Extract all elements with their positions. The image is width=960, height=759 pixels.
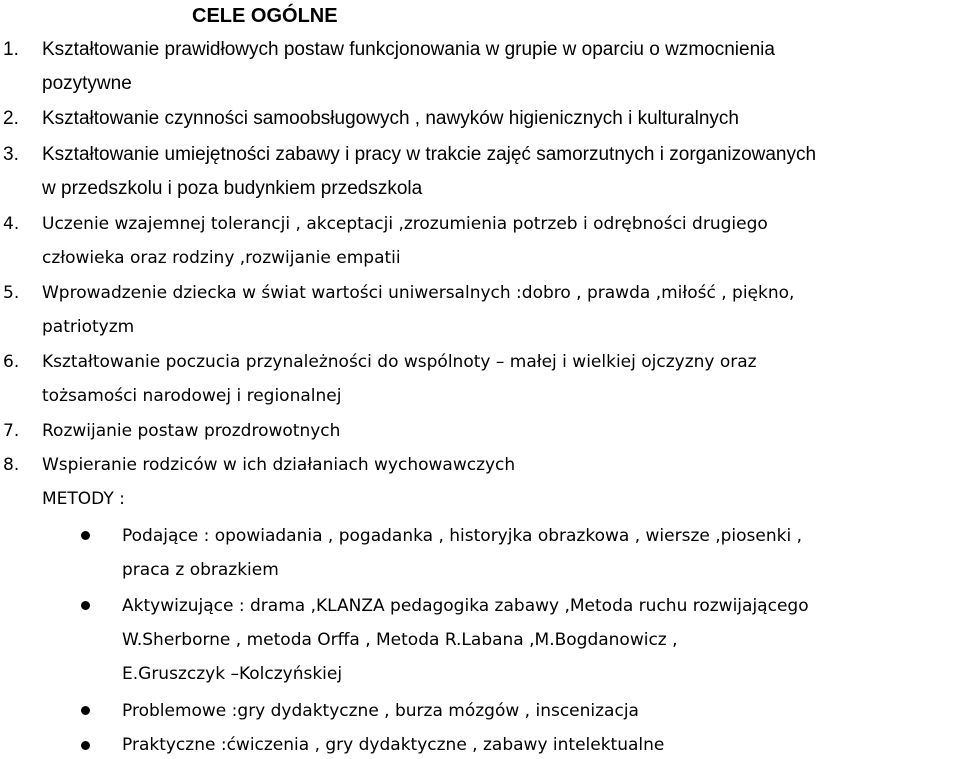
goal-5-number: 5. (3, 283, 20, 303)
goal-8-number: 8. (3, 455, 20, 475)
method-2-line-2: W.Sherborne , metoda Orffa , Metoda R.Labana ,M.Bogdanowicz , (122, 630, 678, 650)
goal-2-number: 2. (3, 108, 19, 129)
method-3-line-1: Problemowe :gry dydaktyczne , burza mózgów , inscenizacja (122, 701, 639, 721)
methods-heading: METODY : (42, 489, 125, 509)
goal-2-line-1: Kształtowanie czynności samoobsługowych , nawyków higienicznych i kulturalnych (42, 108, 739, 129)
goal-5-line-1: Wprowadzenie dziecka w świat wartości uniwersalnych :dobro , prawda ,miłość , piękno, (42, 283, 795, 303)
page-title: CELE OGÓLNE (192, 5, 338, 27)
method-4-line-1: Praktyczne :ćwiczenia , gry dydaktyczne , zabawy intelektualne (122, 735, 665, 755)
goal-5-line-2: patriotyzm (42, 317, 135, 337)
goal-1-number: 1. (3, 39, 19, 60)
bullet-icon (81, 706, 90, 715)
bullet-icon (81, 741, 90, 750)
goal-4-line-1: Uczenie wzajemnej tolerancji , akceptacji ,zrozumienia potrzeb i odrębności drugiego (42, 214, 768, 234)
goal-7-number: 7. (3, 421, 20, 441)
method-2-line-3: E.Gruszczyk –Kolczyńskiej (122, 664, 343, 684)
goal-6-number: 6. (3, 352, 20, 372)
goal-7-line-1: Rozwijanie postaw prozdrowotnych (42, 421, 341, 441)
goal-8-line-1: Wspieranie rodziców w ich działaniach wychowawczych (42, 455, 516, 475)
method-1-line-1: Podające : opowiadania , pogadanka , historyjka obrazkowa , wiersze ,piosenki , (122, 526, 803, 546)
bullet-icon (81, 531, 90, 540)
bullet-icon (81, 601, 90, 610)
goal-3-line-2: w przedszkolu i poza budynkiem przedszkola (42, 178, 423, 199)
goal-1-line-1: Kształtowanie prawidłowych postaw funkcjonowania w grupie w oparciu o wzmocnienia (42, 39, 775, 60)
goal-6-line-2: tożsamości narodowej i regionalnej (42, 386, 342, 406)
goal-6-line-1: Kształtowanie poczucia przynależności do wspólnoty – małej i wielkiej ojczyzny oraz (42, 352, 757, 372)
goal-4-number: 4. (3, 214, 20, 234)
goal-1-line-2: pozytywne (42, 73, 132, 94)
goal-4-line-2: człowieka oraz rodziny ,rozwijanie empatii (42, 248, 401, 268)
goal-3-line-1: Kształtowanie umiejętności zabawy i pracy w trakcie zajęć samorzutnych i zorganizowanych (42, 144, 817, 165)
method-1-line-2: praca z obrazkiem (122, 560, 279, 580)
method-2-line-1: Aktywizujące : drama ,KLANZA pedagogika zabawy ,Metoda ruchu rozwijającego (122, 596, 809, 616)
goal-3-number: 3. (3, 144, 19, 165)
